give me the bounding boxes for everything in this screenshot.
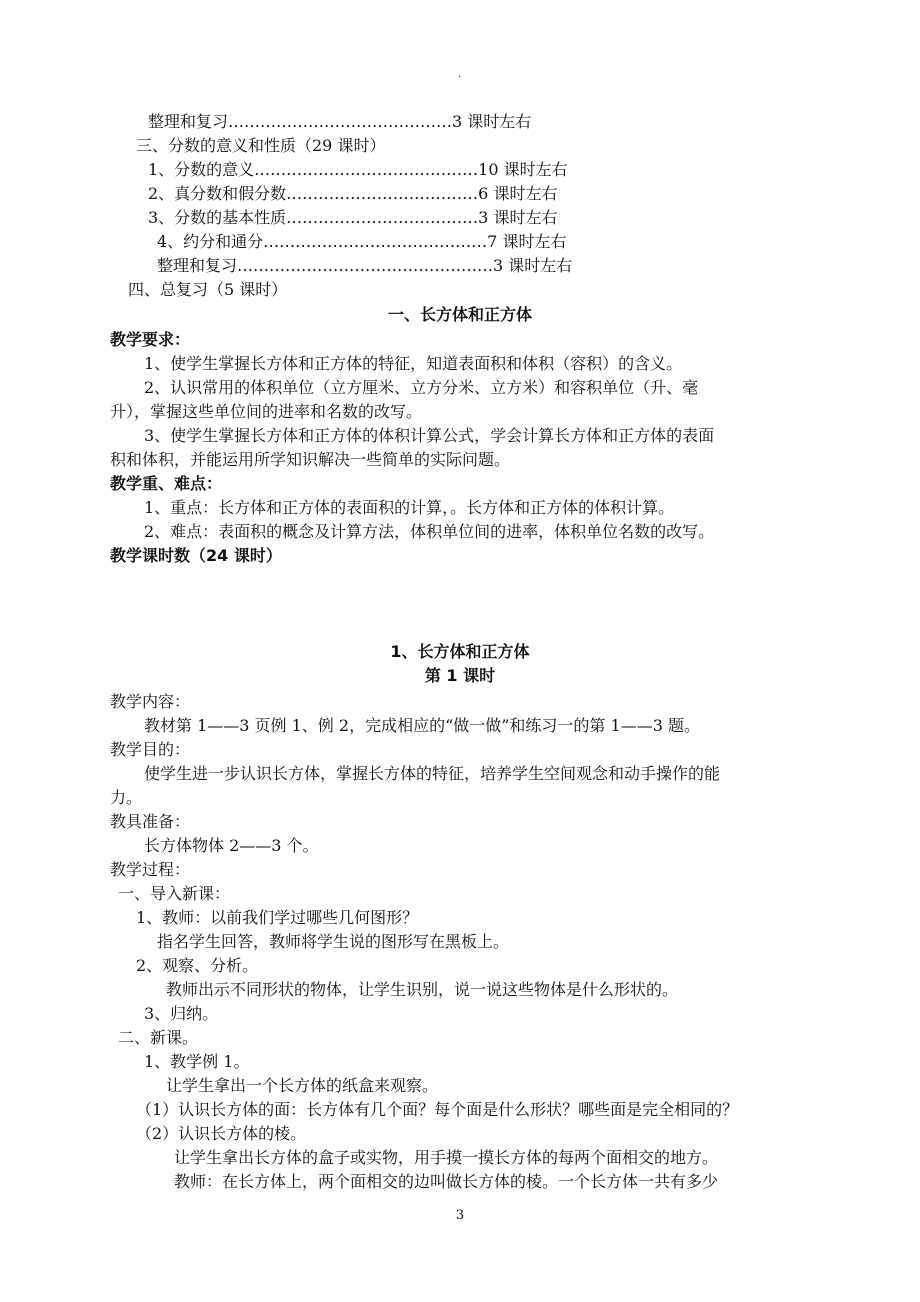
section-label: 教学内容： [110,692,191,711]
requirements-heading: 教学要求： [110,330,191,349]
requirement-item: 1、使学生掌握长方体和正方体的特征，知道表面积和体积（容积）的含义。 [144,354,683,373]
process-step: 一、导入新课： [118,884,231,903]
lesson-text: 长方体物体 2——3 个。 [144,836,319,855]
toc-line: 四、总复习（5 课时） [128,280,288,299]
section-label: 教学目的： [110,740,191,759]
lesson-title: 1、长方体和正方体 [390,642,530,661]
lesson-text: 教材第 1——3 页例 1、例 2，完成相应的“做一做”和练习一的第 1——3 题。 [144,716,700,735]
requirement-item-cont: 积和体积，并能运用所学知识解决一些简单的实际问题。 [110,450,511,469]
process-step: （1）认识长方体的面：长方体有几个面？每个面是什么形状？哪些面是完全相同的？ [136,1100,739,1119]
unit-title: 一、长方体和正方体 [387,305,532,324]
lesson-text: 使学生进一步认识长方体，掌握长方体的特征，培养学生空间观念和动手操作的能 [144,764,721,783]
toc-line: 4、约分和通分……………………………………7 课时左右 [157,232,567,251]
requirement-item-cont: 升），掌握这些单位间的进率和名数的改写。 [110,402,423,421]
process-step: 教师：在长方体上，两个面相交的边叫做长方体的棱。一个长方体一共有多少 [174,1172,719,1191]
toc-line: 三、分数的意义和性质（29 课时） [136,136,386,155]
section-label: 教学过程： [110,860,191,879]
process-step: 让学生拿出长方体的盒子或实物，用手摸一摸长方体的每两个面相交的地方。 [174,1148,719,1167]
process-step: （2）认识长方体的棱。 [136,1124,307,1143]
section-label: 教具准备： [110,812,191,831]
process-step: 教师出示不同形状的物体，让学生识别，说一说这些物体是什么形状的。 [166,980,679,999]
process-step: 让学生拿出一个长方体的纸盒来观察。 [166,1076,439,1095]
key-points-heading: 教学重、难点： [110,474,223,493]
key-point: 2、难点：表面积的概念及计算方法，体积单位间的进率，体积单位名数的改写。 [144,522,715,541]
toc-line: 3、分数的基本性质………………………………3 课时左右 [148,208,558,227]
process-step: 指名学生回答，教师将学生说的图形写在黑板上。 [157,932,510,951]
lesson-subtitle: 第 1 课时 [424,666,496,685]
toc-line: 整理和复习…………………………………………3 课时左右 [157,256,573,275]
process-step: 2、观察、分析。 [136,956,259,975]
page-number: 3 [455,1208,465,1223]
key-point: 1、重点：长方体和正方体的表面积的计算，。长方体和正方体的体积计算。 [144,498,675,517]
lesson-text: 力。 [110,788,143,807]
process-step: 1、教师：以前我们学过哪些几何图形？ [136,908,419,927]
toc-line: 1、分数的意义……………………………………10 课时左右 [148,160,568,179]
process-step: 二、新课。 [118,1028,199,1047]
toc-line: 整理和复习……………………………………3 课时左右 [148,112,532,131]
process-step: 1、教学例 1。 [144,1052,250,1071]
requirement-item: 3、使学生掌握长方体和正方体的体积计算公式，学会计算长方体和正方体的表面 [144,426,715,445]
process-step: 3、归纳。 [144,1004,219,1023]
hours-heading: 教学课时数（24 课时） [110,546,282,565]
header-mark: . [458,69,462,80]
toc-line: 2、真分数和假分数………………………………6 课时左右 [148,184,558,203]
requirement-item: 2、认识常用的体积单位（立方厘米、立方分米、立方米）和容积单位（升、毫 [144,378,699,397]
